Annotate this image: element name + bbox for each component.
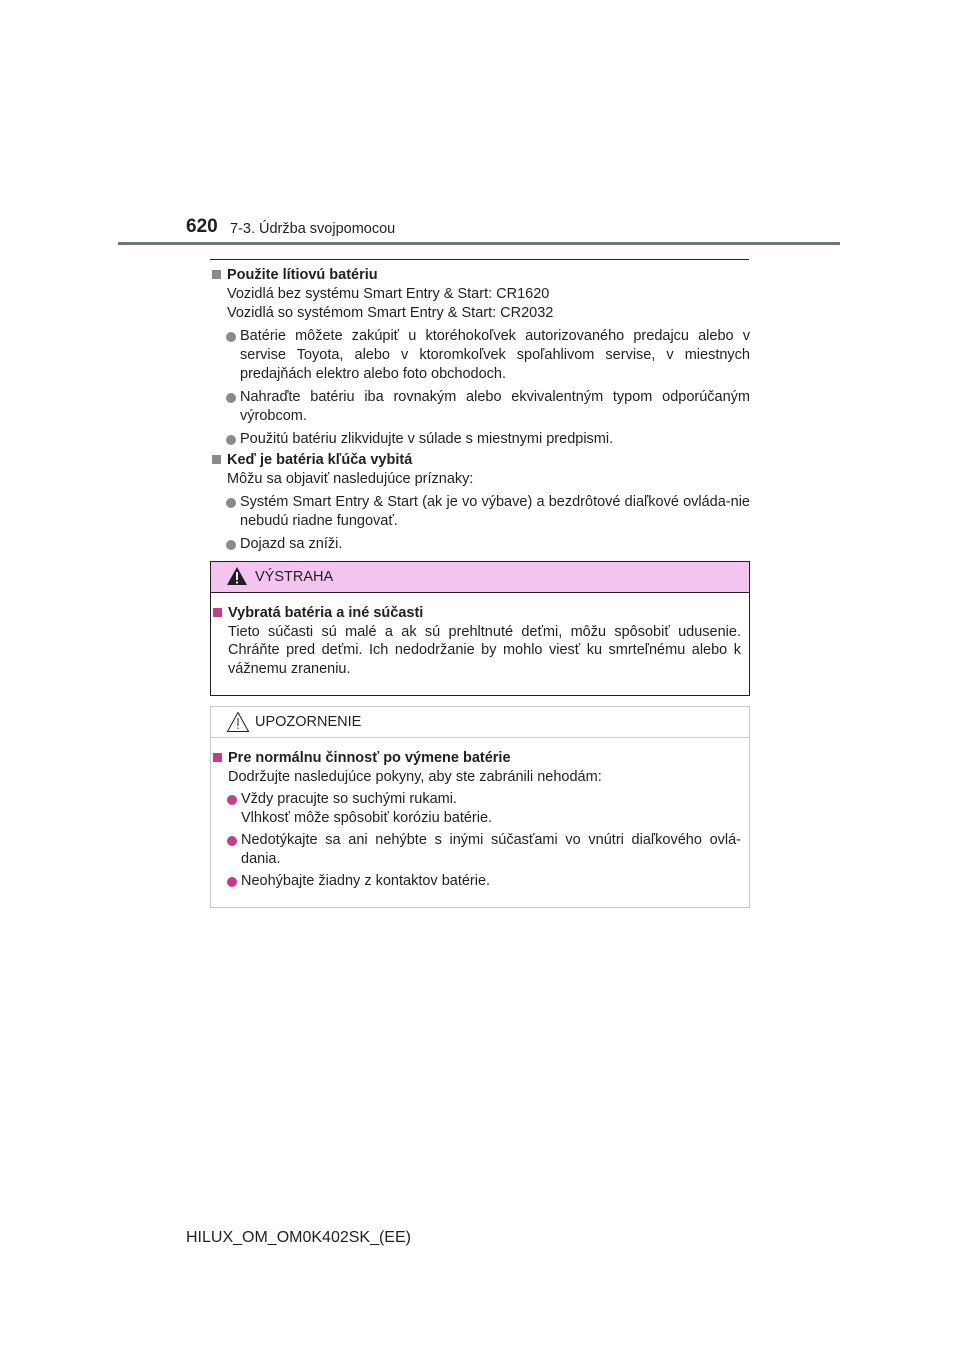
notice-intro: Dodržujte nasledujúce pokyny, aby ste zabránili nehodám: [228, 768, 602, 785]
circle-bullet-icon [227, 836, 237, 846]
circle-bullet-icon [226, 540, 236, 550]
content-rule [210, 259, 749, 260]
battery-low-heading: Keď je batéria kľúča vybitá [210, 451, 750, 470]
warning-body [211, 593, 749, 678]
circle-bullet-icon [226, 435, 236, 445]
warning-header [211, 562, 749, 593]
circle-bullet-icon [226, 393, 236, 403]
list-item: Neohýbajte žiadny z kontaktov batérie. [211, 872, 741, 891]
notice-title: UPOZORNENIE [255, 714, 362, 730]
list-item: Vždy pracujte so suchými rukami. Vlhkosť môže spôsobiť koróziu batérie. [211, 790, 741, 827]
warning-text: Tieto súčasti sú malé a ak sú prehltnuté deťmi, môžu spôsobiť udusenie. Chráňte pred deťmi. Ich nedodržanie by mohlo viesť ku smrteľnému alebo k vážnemu zraneniu. [228, 623, 741, 677]
warning-triangle-icon [226, 566, 248, 586]
notice-body [211, 738, 749, 891]
circle-bullet-icon [227, 877, 237, 887]
page-number: 620 [186, 216, 218, 237]
list-item: Nedotýkajte sa ani nehýbte s inými súčasťami vo vnútri diaľkového ovlá-dania. [211, 831, 741, 868]
notice-header [211, 707, 749, 738]
list-item: Nahraďte batériu iba rovnakým alebo ekvivalentným typom odporúčaným výrobcom. [210, 388, 750, 426]
warning-heading: Vybratá batéria a iné súčasti [211, 604, 741, 623]
notice-box [210, 706, 750, 908]
circle-bullet-icon [227, 795, 237, 805]
warning-title: VÝSTRAHA [255, 569, 334, 585]
warning-box [210, 561, 750, 696]
list-item: Batérie môžete zakúpiť u ktoréhokoľvek autorizovaného predajcu alebo v servise Toyota, alebo v ktoromkoľvek spoľahlivom servise, v miestnych predajňách elektro alebo foto obchodoch. [210, 327, 750, 384]
list-item: Použitú batériu zlikvidujte v súlade s miestnymi predpismi. [210, 430, 750, 449]
circle-bullet-icon [226, 332, 236, 342]
battery-type-line1: Vozidlá bez systému Smart Entry & Start: CR1620 [227, 286, 550, 302]
circle-bullet-icon [226, 498, 236, 508]
document-code: HILUX_OM_OM0K402SK_(EE) [186, 1229, 411, 1246]
main-content [210, 266, 750, 554]
header-rule [118, 242, 840, 245]
battery-type-line2: Vozidlá so systémom Smart Entry & Start: CR2032 [227, 305, 554, 321]
square-bullet-icon [213, 753, 222, 762]
caution-triangle-icon [226, 711, 250, 733]
square-bullet-icon [212, 455, 221, 464]
list-item: Systém Smart Entry & Start (ak je vo výbave) a bezdrôtové diaľkové ovláda-nie nebudú riadne fungovať. [210, 493, 750, 531]
battery-low-intro: Môžu sa objaviť nasledujúce príznaky: [227, 471, 474, 487]
square-bullet-icon [212, 270, 221, 279]
square-bullet-icon [213, 608, 222, 617]
notice-heading: Pre normálnu činnosť po výmene batérie [211, 749, 741, 768]
list-item: Dojazd sa zníži. [210, 535, 750, 554]
battery-type-heading: Použite lítiovú batériu [210, 266, 750, 285]
section-title: 7-3. Údržba svojpomocou [230, 221, 396, 237]
